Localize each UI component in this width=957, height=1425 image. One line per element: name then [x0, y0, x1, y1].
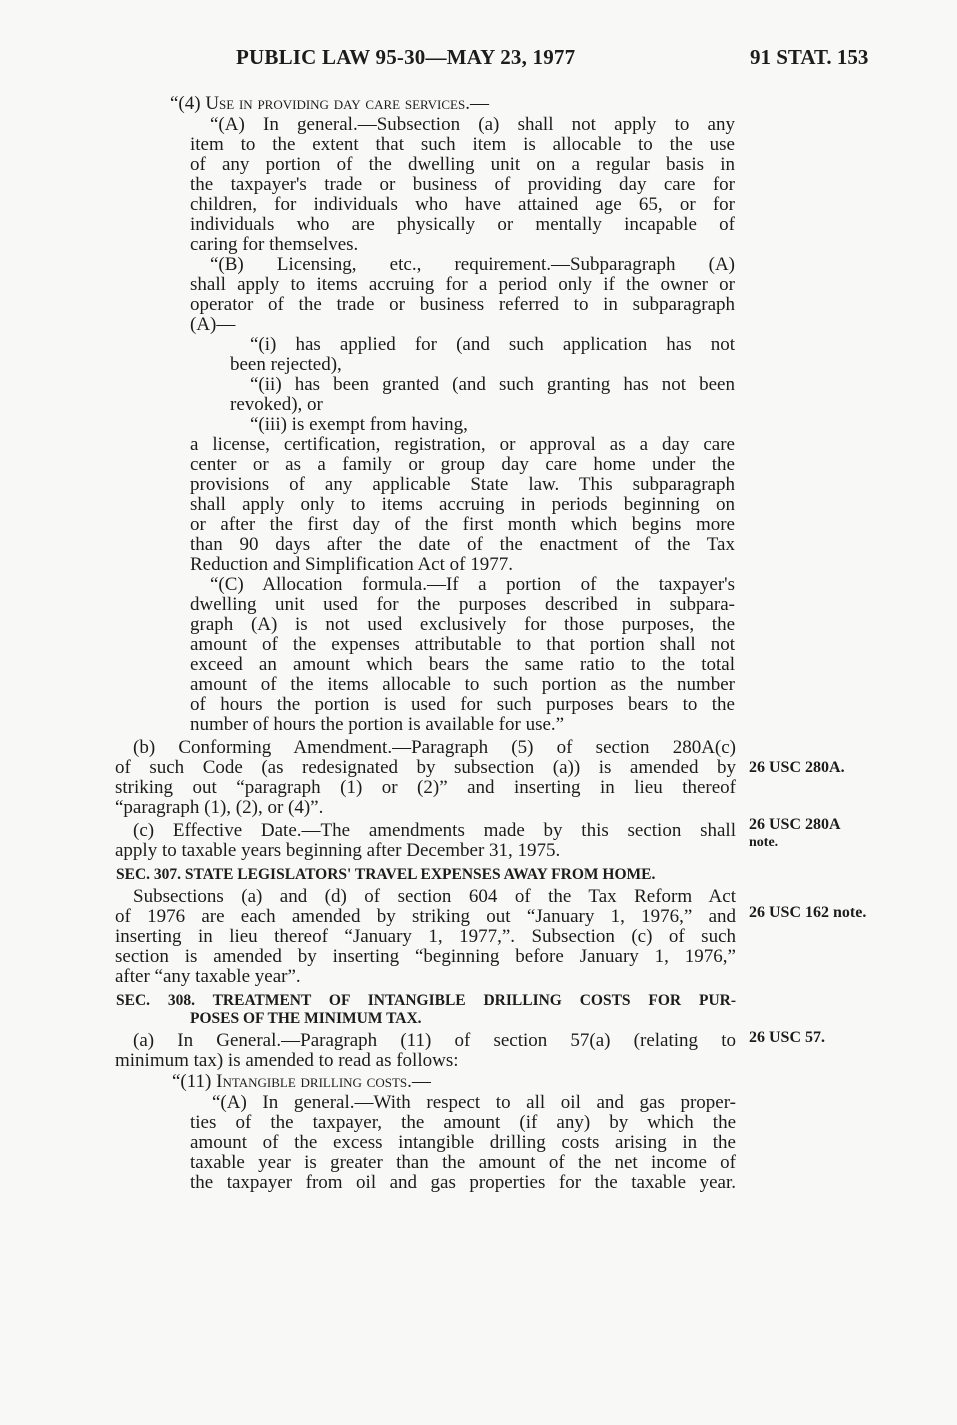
text-line: dwelling unit used for the purposes described in subpara-	[190, 594, 735, 615]
text-line: “(A) In general.—With respect to all oil and gas proper-	[212, 1092, 736, 1113]
text-line: a license, certification, registration, or approval as a day care	[190, 434, 735, 455]
text-line: Subsections (a) and (d) of section 604 of the Tax Reform Act	[133, 886, 736, 907]
text-line: the taxpayer's trade or business of providing day care for	[190, 174, 735, 195]
text-line: section is amended by inserting “beginning before January 1, 1976,”	[115, 946, 736, 967]
text-line: center or as a family or group day care home under the	[190, 454, 735, 475]
margin-note-26-usc-162-note: 26 USC 162 note.	[749, 904, 867, 921]
text-line: shall apply to items accruing for a period only if the owner or	[190, 274, 735, 295]
text-line: “(C) Allocation formula.—If a portion of the taxpayer's	[210, 574, 735, 595]
text-line: “paragraph (1), (2), or (4)”.	[115, 797, 324, 818]
section-308-heading: SEC. 308. TREATMENT OF INTANGIBLE DRILLING COSTS FOR PUR-	[116, 992, 736, 1009]
text-line: shall apply only to items accruing in periods beginning on	[190, 494, 735, 515]
text-line: ties of the taxpayer, the amount (if any) by which the	[190, 1112, 736, 1133]
text-line: Reduction and Simplification Act of 1977.	[190, 554, 513, 575]
text-line: (b) Conforming Amendment.—Paragraph (5) of section 280A(c)	[133, 737, 736, 758]
text-line: of any portion of the dwelling unit on a regular basis in	[190, 154, 735, 175]
text-line: (a) In General.—Paragraph (11) of section 57(a) (relating to	[133, 1030, 736, 1051]
text-line: been rejected),	[230, 354, 342, 375]
running-head-title: PUBLIC LAW 95-30—MAY 23, 1977	[236, 45, 576, 69]
text-line: (A)—	[190, 314, 236, 335]
section-308-heading-continued: POSES OF THE MINIMUM TAX.	[190, 1010, 422, 1027]
margin-note-label: note.	[749, 835, 779, 850]
text-line: of 1976 are each amended by striking out “January 1, 1976,” and	[115, 906, 736, 927]
text-line: taxable year is greater than the amount of the net income of	[190, 1152, 736, 1173]
text-line: of hours the portion is used for such purposes bears to the	[190, 694, 735, 715]
text-line: of such Code (as redesignated by subsection (a)) is amended by	[115, 757, 736, 778]
text-line: revoked), or	[230, 394, 323, 415]
margin-note-26-usc-280a: 26 USC 280A.	[749, 759, 845, 776]
text-line: (c) Effective Date.—The amendments made by this section shall	[133, 820, 736, 841]
text-line: amount of the excess intangible drilling costs arising in the	[190, 1132, 736, 1153]
text-line: or after the first day of the first month which begins more	[190, 514, 735, 535]
margin-note-26-usc-57: 26 USC 57.	[749, 1029, 826, 1046]
text-line: amount of the items allocable to such portion as the number	[190, 674, 735, 695]
paragraph-11-heading: “(11) Intangible drilling costs.—	[172, 1071, 431, 1092]
text-line: striking out “paragraph (1) or (2)” and inserting in lieu thereof	[115, 777, 736, 798]
text-line: provisions of any applicable State law. This subparagraph	[190, 474, 735, 495]
margin-note-26-usc-280a-note: 26 USC 280A	[749, 816, 841, 833]
text-line: apply to taxable years beginning after December 31, 1975.	[115, 840, 561, 861]
text-line: than 90 days after the date of the enactment of the Tax	[190, 534, 735, 555]
text-line: individuals who are physically or mentally incapable of	[190, 214, 735, 235]
paragraph-4-heading: “(4) Use in providing day care services.—	[170, 93, 489, 114]
text-line: amount of the expenses attributable to that portion shall not	[190, 634, 735, 655]
statute-page-number: 91 STAT. 153	[750, 45, 869, 69]
text-line: caring for themselves.	[190, 234, 359, 255]
text-line: “(iii) is exempt from having,	[250, 414, 468, 435]
text-line: number of hours the portion is available for use.”	[190, 714, 565, 735]
section-307-heading: SEC. 307. STATE LEGISLATORS' TRAVEL EXPENSES AWAY FROM HOME.	[116, 866, 656, 883]
text-line: item to the extent that such item is allocable to the use	[190, 134, 735, 155]
text-line: operator of the trade or business referred to in subparagraph	[190, 294, 735, 315]
text-line: the taxpayer from oil and gas properties for the taxable year.	[190, 1172, 736, 1193]
text-line: graph (A) is not used exclusively for those purposes, the	[190, 614, 735, 635]
text-line: exceed an amount which bears the same ratio to the total	[190, 654, 735, 675]
text-line: after “any taxable year”.	[115, 966, 301, 987]
text-line: minimum tax) is amended to read as follows:	[115, 1050, 459, 1071]
text-line: “(A) In general.—Subsection (a) shall not apply to any	[210, 114, 735, 135]
text-line: inserting in lieu thereof “January 1, 1977,”. Subsection (c) of such	[115, 926, 736, 947]
text-line: “(B) Licensing, etc., requirement.—Subparagraph (A)	[210, 254, 735, 275]
text-line: children, for individuals who have attained age 65, or for	[190, 194, 735, 215]
text-line: “(i) has applied for (and such application has not	[250, 334, 735, 355]
text-line: “(ii) has been granted (and such granting has not been	[250, 374, 735, 395]
